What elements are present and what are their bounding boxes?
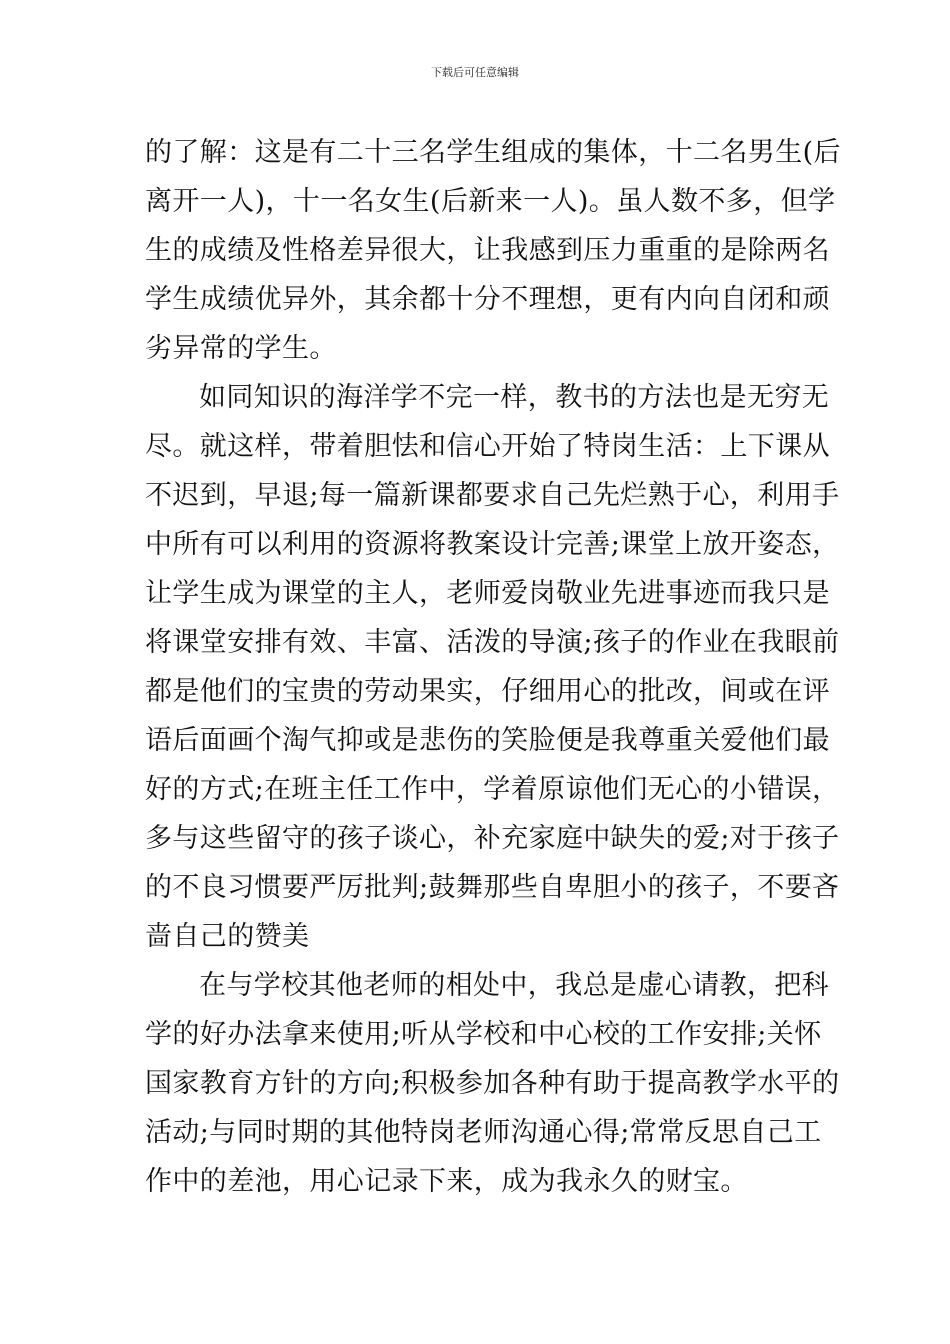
paragraph (145, 373, 840, 961)
text-line: 学的好办法拿来使用;听从学校和中心校的工作安排;关怀 (145, 1019, 822, 1050)
text-line: 不迟到，早退;每一篇新课都要求自己先烂熟于心，利用手 (145, 480, 840, 511)
text-line: 语后面画个淘气抑或是悲伤的笑脸便是我尊重关爱他们最 (145, 725, 830, 756)
text-line: 让学生成为课堂的主人，老师爱岗敬业先进事迹而我只是 (145, 578, 830, 609)
text-line: 的不良习惯要严厉批判;鼓舞那些自卑胆小的孩子，不要吝 (145, 872, 840, 903)
text-line: 劣异常的学生。 (145, 333, 337, 364)
text-line: 多与这些留守的孩子谈心，补充家庭中缺失的爱;对于孩子 (145, 823, 840, 854)
paragraph (145, 128, 841, 373)
text-line: 的了解：这是有二十三名学生组成的集体，十二名男生(后 (145, 137, 841, 168)
text-line: 国家教育方针的方向;积极参加各种有助于提高教学水平的 (145, 1068, 840, 1099)
text-line: 尽。就这样，带着胆怯和信心开始了特岗生活：上下课从 (145, 431, 830, 462)
text-line: 好的方式;在班主任工作中，学着原谅他们无心的小错误， (145, 774, 840, 805)
text-line: 都是他们的宝贵的劳动果实，仔细用心的批改，间或在评 (145, 676, 830, 707)
text-line: 生的成绩及性格差异很大，让我感到压力重重的是除两名 (145, 235, 830, 266)
text-line: 中所有可以利用的资源将教案设计完善;课堂上放开姿态， (145, 529, 840, 560)
text-line: 在与学校其他老师的相处中，我总是虚心请教，把科 (199, 970, 830, 1001)
text-line: 将课堂安排有效、丰富、活泼的导演;孩子的作业在我眼前 (145, 627, 840, 658)
text-line: 学生成绩优异外，其余都十分不理想，更有内向自闭和顽 (145, 284, 830, 315)
paragraph (145, 961, 840, 1206)
text-line: 作中的差池，用心记录下来，成为我永久的财宝。 (145, 1166, 748, 1197)
text-line: 活动;与同时期的其他特岗老师沟通心得;常常反思自己工 (145, 1117, 822, 1148)
text-line: 离开一人)，十一名女生(后新来一人)。虽人数不多，但学 (145, 186, 836, 217)
text-line: 如同知识的海洋学不完一样，教书的方法也是无穷无 (199, 382, 830, 413)
page-header: 下载后可任意编辑 (431, 66, 519, 79)
text-line: 啬自己的赞美 (145, 921, 310, 952)
document-body (145, 128, 841, 1206)
